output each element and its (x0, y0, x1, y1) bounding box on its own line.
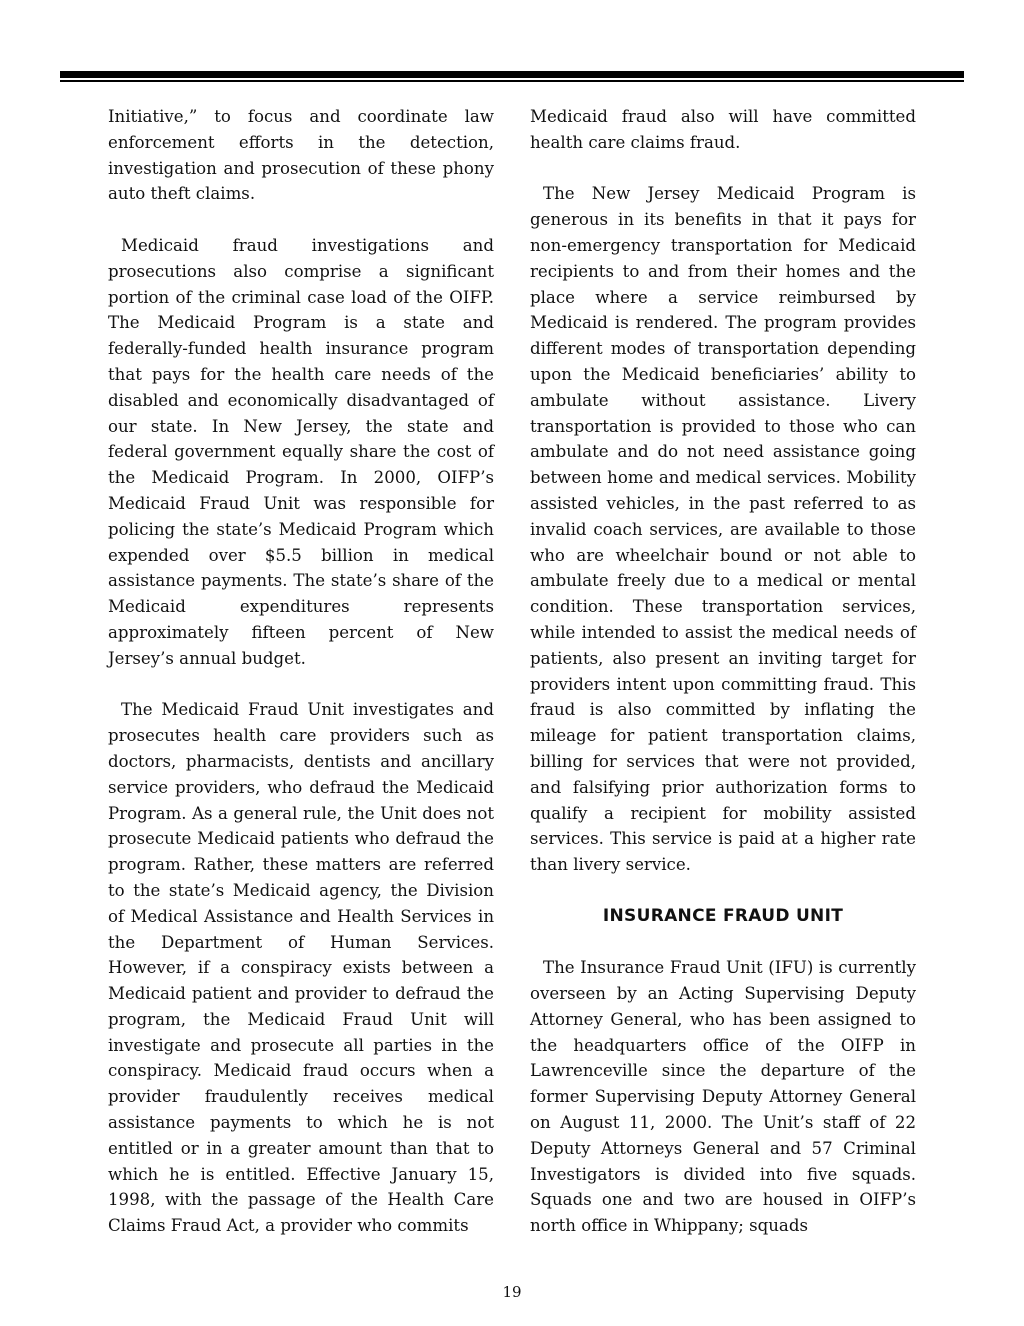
right-column (530, 104, 916, 1239)
page-number: 19 (502, 1283, 522, 1301)
section-heading: INSURANCE FRAUD UNIT (602, 905, 844, 926)
left-paragraph-1: Initiative,” to focus and coordinate law enforcement efforts in the detection, investigation and prosecution of these phony auto theft claims. (108, 107, 494, 204)
left-paragraph-3: The Medicaid Fraud Unit investigates and prosecutes health care providers such as doctors, pharmacists, dentists and ancillary service providers, who defraud the Medicaid Program. As a general rule, the Unit does not prosecute Medicaid patients who defraud the program. Rather, these matters are referred to the state’s Medicaid agency, the Division of Medical Assistance and Health Services in the Department of Human Services. However, if a conspiracy exists between a Medicaid patient and provider to defraud the program, the Medicaid Fraud Unit will investigate and prosecute all parties in the conspiracy. Medicaid fraud occurs when a provider fraudulently receives medical assistance payments to which he is not entitled or in a greater amount than that to which he is entitled. Effective January 15, 1998, with the passage of the Health Care Claims Fraud Act, a provider who commits (108, 700, 494, 1236)
header-rule-thick (60, 71, 964, 78)
right-paragraph-2: The New Jersey Medicaid Program is generous in its benefits in that it pays for non-emergency transportation for Medicaid recipients to and from their homes and the place where a service reimbursed by Medicaid is rendered. The program provides different modes of transportation depending upon the Medicaid beneficiaries’ ability to ambulate without assistance. Livery transportation is provided to those who can ambulate and do not need assistance going between home and medical services. Mobility assisted vehicles, in the past referred to as invalid coach services, are available to those who are wheelchair bound or not able to ambulate freely due to a medical or mental condition. These transportation services, while intended to assist the medical needs of patients, also present an inviting target for providers intent upon committing fraud. This fraud is also committed by inflating the mileage for patient transportation claims, billing for services that were not provided, and falsifying prior authorization forms to qualify a recipient for mobility assisted services. This service is paid at a higher rate than livery service. (530, 184, 916, 875)
right-paragraph-3: The Insurance Fraud Unit (IFU) is currently overseen by an Acting Supervising Deputy Attorney General, who has been assigned to the headquarters office of the OIFP in Lawrenceville since the departure of the former Supervising Deputy Attorney General on August 11, 2000. The Unit’s staff of 22 Deputy Attorneys General and 57 Criminal Investigators is divided into five squads. Squads one and two are housed in OIFP’s north office in Whippany; squads (530, 958, 916, 1236)
left-paragraph-2: Medicaid fraud investigations and prosecutions also comprise a significant portion of the criminal case load of the OIFP. The Medicaid Program is a state and federally-funded health insurance program that pays for the health care needs of the disabled and economically disadvantaged of our state. In New Jersey, the state and federal government equally share the cost of the Medicaid Program. In 2000, OIFP’s Medicaid Fraud Unit was responsible for policing the state’s Medicaid Program which expended over $5.5 billion in medical assistance payments. The state’s share of the Medicaid expenditures represents approximately fifteen percent of New Jersey’s annual budget. (108, 235, 494, 668)
right-paragraph-1: Medicaid fraud also will have committed health care claims fraud. (530, 107, 916, 152)
left-column (108, 104, 494, 1239)
header-rule-thin (60, 80, 964, 82)
